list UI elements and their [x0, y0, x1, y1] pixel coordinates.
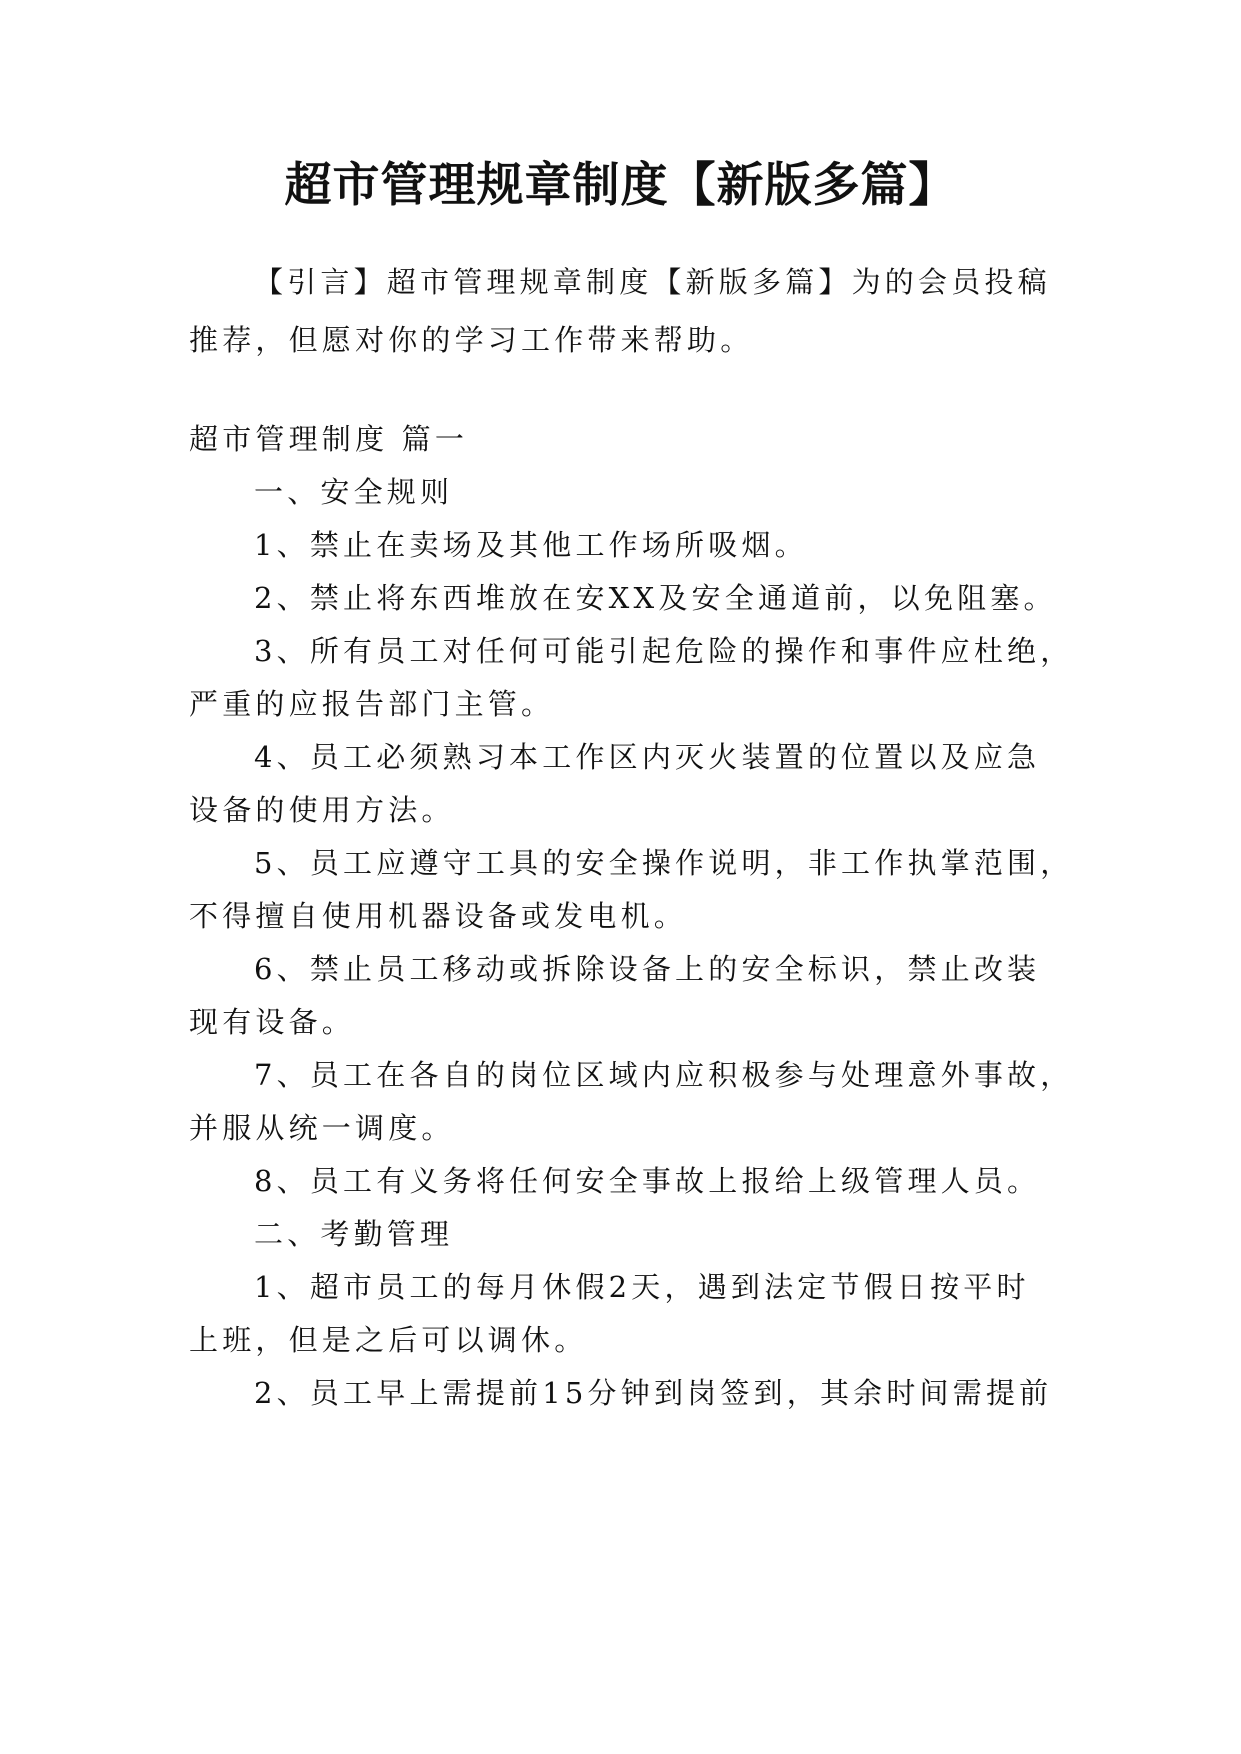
- part1-item-4-line-2: 设备的使用方法。: [189, 793, 455, 827]
- part1-heading: 一、安全规则: [254, 475, 454, 509]
- part1-item-5-line-2: 不得擅自使用机器设备或发电机。: [189, 899, 688, 933]
- part1-item-3-line-2: 严重的应报告部门主管。: [189, 687, 555, 721]
- section-title: 超市管理制度 篇一: [189, 422, 469, 456]
- intro-line-1: 【引言】超市管理规章制度【新版多篇】为的会员投稿: [254, 265, 1051, 299]
- part1-item-3-line-1: 3、所有员工对任何可能引起危险的操作和事件应杜绝，: [254, 634, 1074, 668]
- part1-item-5-line-1: 5、员工应遵守工具的安全操作说明，非工作执掌范围，: [254, 846, 1074, 880]
- part1-item-6-line-1: 6、禁止员工移动或拆除设备上的安全标识，禁止改装: [254, 952, 1041, 986]
- part1-item-8: 8、员工有义务将任何安全事故上报给上级管理人员。: [254, 1164, 1041, 1198]
- part1-item-1: 1、禁止在卖场及其他工作场所吸烟。: [254, 528, 808, 562]
- part1-item-7-line-1: 7、员工在各自的岗位区域内应积极参与处理意外事故，: [254, 1058, 1074, 1092]
- document-title: 超市管理规章制度【新版多篇】: [284, 158, 957, 213]
- part1-item-7-line-2: 并服从统一调度。: [189, 1111, 455, 1145]
- part1-item-2: 2、禁止将东西堆放在安XX及安全通道前，以免阻塞。: [254, 581, 1057, 615]
- part2-heading: 二、考勤管理: [254, 1217, 454, 1251]
- part1-item-6-line-2: 现有设备。: [189, 1005, 356, 1039]
- part1-item-4-line-1: 4、员工必须熟习本工作区内灭火装置的位置以及应急: [254, 740, 1041, 774]
- intro-line-2: 推荐，但愿对你的学习工作带来帮助。: [189, 323, 754, 357]
- part2-item-1-line-1: 1、超市员工的每月休假2天，遇到法定节假日按平时: [254, 1270, 1030, 1304]
- part2-item-2-line-1: 2、员工早上需提前15分钟到岗签到，其余时间需提前: [254, 1376, 1053, 1410]
- part2-item-1-line-2: 上班，但是之后可以调休。: [189, 1323, 588, 1357]
